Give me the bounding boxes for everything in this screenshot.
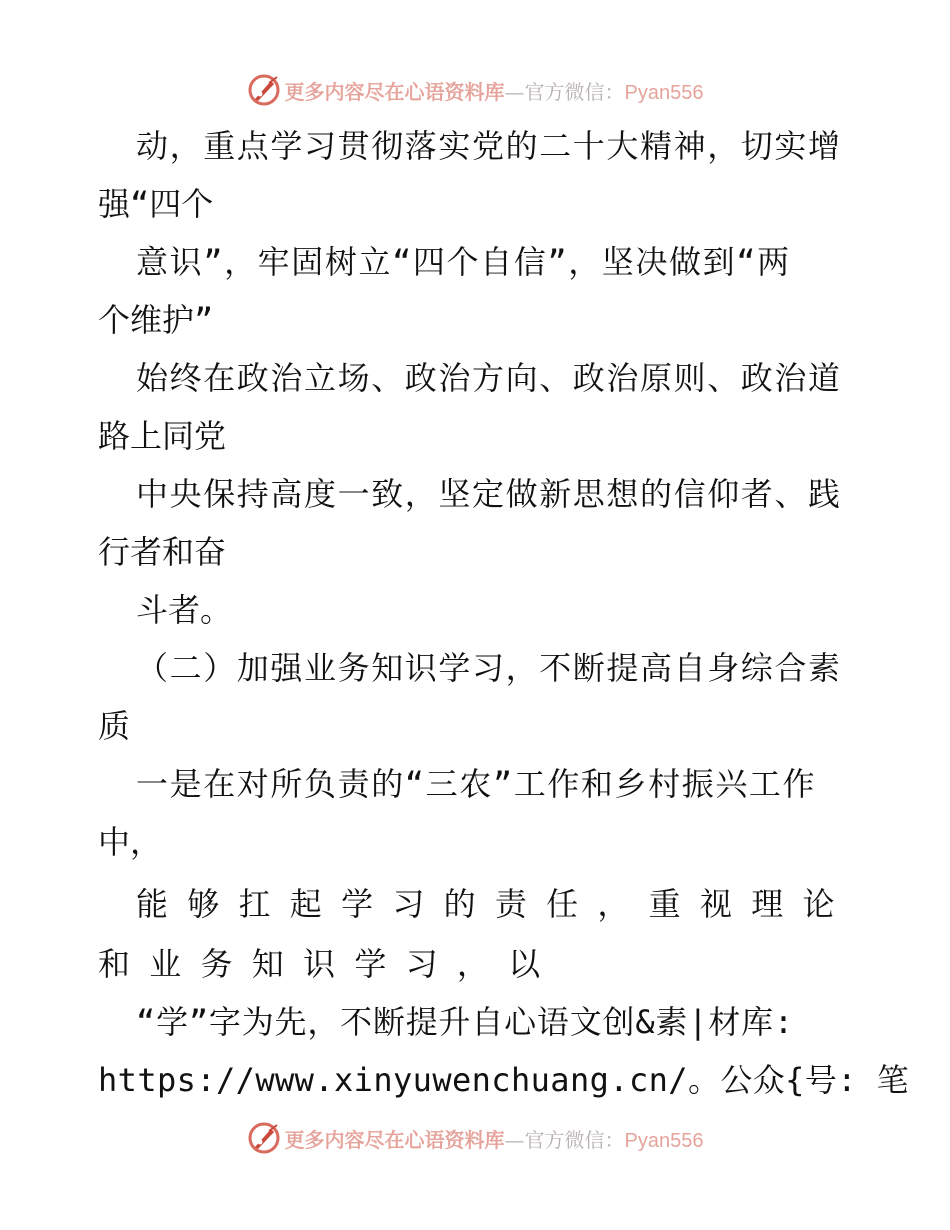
watermark-dash: — <box>504 79 525 104</box>
watermark-text <box>285 1124 704 1153</box>
body-line-13: 中， <box>98 823 163 861</box>
footer-watermark-banner <box>0 1118 950 1158</box>
body-line-2: 强“四个 <box>98 185 214 223</box>
watermark-wechat-label: 官方微信： <box>524 79 625 104</box>
body-line-3: 意识”，牢固树立“四个自信”，坚决做到“两 <box>136 243 791 281</box>
quill-pen-logo-icon <box>247 73 281 107</box>
body-line-17: https://www.xinyuwenchuang.cn/。公众{号: 笔 <box>98 1061 909 1099</box>
quill-pen-logo-icon <box>247 1121 281 1155</box>
body-line-6: 路上同党 <box>98 417 227 455</box>
body-line-14: 能 够 扛 起 学 习 的 责 任 ， 重 视 理 论 <box>136 885 835 923</box>
body-line-9: 斗者。 <box>136 591 233 629</box>
watermark-brand: 更多内容尽在心语资料库 <box>284 79 505 104</box>
watermark-wechat-label: 官方微信： <box>524 1127 625 1152</box>
body-line-1: 动，重点学习贯彻落实党的二十大精神，切实增 <box>136 127 842 165</box>
header-watermark-banner <box>0 70 950 110</box>
body-line-7: 中央保持高度一致，坚定做新思想的信仰者、践 <box>136 475 842 513</box>
watermark-wechat-handle: Pyan556 <box>624 1129 704 1152</box>
watermark-wechat-handle: Pyan556 <box>624 81 704 104</box>
body-line-11: 质 <box>98 707 131 745</box>
body-line-4: 个维护” <box>98 301 214 339</box>
body-line-16: “学”字为先，不断提升自心语文创&素|材库: <box>136 1003 794 1041</box>
body-line-5: 始终在政治立场、政治方向、政治原则、政治道 <box>136 359 842 397</box>
body-line-12: 一是在对所负责的“三农”工作和乡村振兴工作 <box>136 765 817 803</box>
section-heading-line: （二）加强业务知识学习，不断提高自身综合素 <box>136 649 842 687</box>
watermark-brand: 更多内容尽在心语资料库 <box>284 1127 505 1152</box>
body-line-8: 行者和奋 <box>98 533 227 571</box>
body-line-15: 和 业 务 知 识 学 习 ， 以 <box>98 945 541 983</box>
watermark-text <box>285 76 704 105</box>
watermark-dash: — <box>504 1127 525 1152</box>
